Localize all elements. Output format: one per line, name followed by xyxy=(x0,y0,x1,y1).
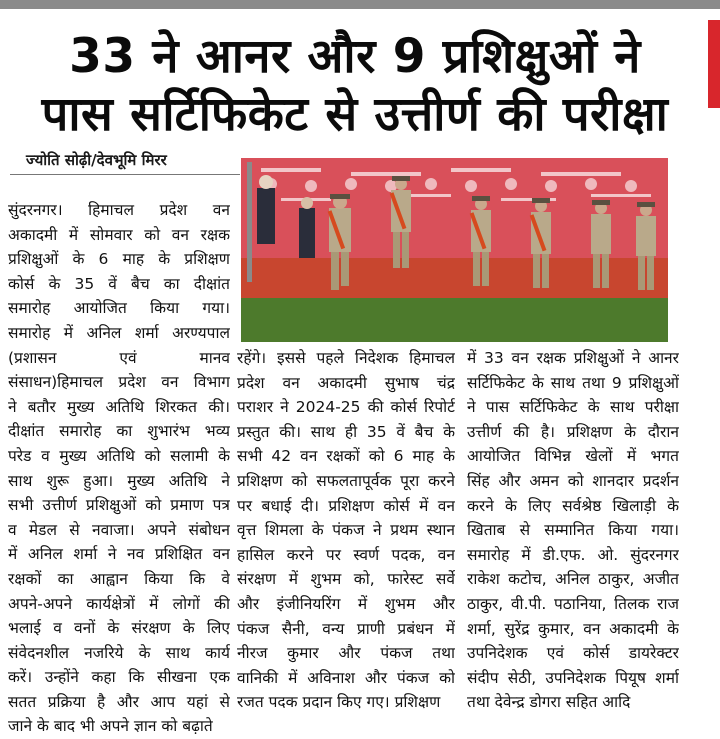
article-line: ठाकुर, वी.पी. पठानिया, तिलक राज xyxy=(467,594,679,613)
parade-photo xyxy=(241,158,668,342)
article-line: साथ शुरू हुआ। मुख्य अतिथि ने xyxy=(8,471,230,490)
article-line: प्रदेश वन अकादमी सुभाष चंद्र xyxy=(237,373,455,392)
article-column-2 xyxy=(237,346,455,715)
article-line: संदीप सेठी, उपनिदेशक पियूष शर्मा xyxy=(467,668,679,687)
article-column-1 xyxy=(8,198,230,739)
article-line: सभी 42 वन रक्षकों को 6 माह के xyxy=(237,447,455,466)
article-line: अपने-अपने कार्यक्षेत्रों में लोगों की xyxy=(8,594,230,613)
headline-line-2: पास सर्टिफिकेट से उत्तीर्ण की परीक्षा xyxy=(41,87,669,142)
headline-line-1: 33 ने आनर और 9 प्रशिक्षुओं ने xyxy=(69,29,641,84)
article-line: संवेदनशील नजरिये के साथ कार्य xyxy=(8,643,230,662)
article-line: संरक्षण में शुभम को, फारेस्ट सर्वे xyxy=(237,570,455,589)
top-border xyxy=(0,0,720,9)
article-line: में 33 वन रक्षक प्रशिक्षुओं ने आनर xyxy=(467,349,679,367)
article-line: वृत्त शिमला के पंकज ने प्रथम स्थान xyxy=(237,521,455,540)
article-line: परेड व मुख्य अतिथि को सलामी के xyxy=(8,446,230,465)
article-line: और इंजीनियरिंग में शुभम और xyxy=(237,594,455,613)
article-line: शर्मा, सुरेंद्र कुमार, वन अकादमी के xyxy=(467,619,679,638)
article-line: समारोह में अनिल शर्मा अरण्यपाल xyxy=(8,323,230,342)
article-line: सर्टिफिकेट के साथ तथा 9 प्रशिक्षुओं xyxy=(467,373,679,392)
byline-rule xyxy=(10,174,240,175)
article-line: पंकज सैनी, वन्य प्राणी प्रबंधन में xyxy=(237,619,455,638)
article-line: संसाधन)हिमाचल प्रदेश वन विभाग xyxy=(8,373,230,392)
article-line: भलाई व वनों के संरक्षण के लिए xyxy=(8,619,230,638)
article-line: रक्षकों का आह्वान किया कि वे xyxy=(8,569,230,588)
article-line: प्रस्तुत की। साथ ही 35 वें बैच के xyxy=(237,422,455,441)
article-line: ने बतौर मुख्य अतिथि शिरकत की। xyxy=(8,397,230,416)
article-line: सिंह और अमन को शानदार प्रदर्शन xyxy=(467,471,679,490)
article-line: सभी उत्तीर्ण प्रशिक्षुओं को प्रमाण पत्र xyxy=(8,496,230,515)
article-line: राकेश कटोच, अनिल ठाकुर, अजीत xyxy=(467,570,679,589)
article-line: वानिकी में अविनाश और पंकज को xyxy=(237,668,455,687)
article-line: समारोह में डी.एफ. ओ. सुंदरनगर xyxy=(467,545,679,564)
article-line: समारोह आयोजित किया गया। xyxy=(8,299,230,318)
article-line: जाने के बाद भी अपने ज्ञान को बढ़ाते xyxy=(8,717,213,736)
article-column-3 xyxy=(467,346,679,715)
article-line: हासिल करने पर स्वर्ण पदक, वन xyxy=(237,545,455,564)
article-line: प्रशिक्षण को सफलतापूर्वक पूरा करने xyxy=(237,471,455,490)
parade-photo-illustration xyxy=(241,158,668,342)
article-line: उपनिदेशक एवं कोर्स डायरेक्टर xyxy=(467,644,679,663)
article-line: (प्रशासन एवं मानव xyxy=(8,348,230,367)
article-line: उत्तीर्ण की है। प्रशिक्षण के दौरान xyxy=(467,422,679,441)
article-line: सतत प्रक्रिया है और आप यहां से xyxy=(8,692,230,711)
article-line: खिताब से सम्मानित किया गया। xyxy=(467,521,679,540)
article-line: में अनिल शर्मा ने नव प्रशिक्षित वन xyxy=(8,545,230,564)
article-line: पर बधाई दी। प्रशिक्षण कोर्स में वन xyxy=(237,496,455,515)
article-line: नीरज कुमार और पंकज तथा xyxy=(237,644,455,663)
article-line: करें। उन्होंने कहा कि सीखना एक xyxy=(8,668,230,687)
article-line: व मेडल से नवाजा। अपने संबोधन xyxy=(8,520,230,539)
article-line: पराशर ने 2024-25 की कोर्स रिपोर्ट xyxy=(237,398,455,417)
article-line: प्रशिक्षुओं के 6 माह के प्रशिक्षण xyxy=(8,250,230,269)
article-line: अकादमी में सोमवार को वन रक्षक xyxy=(8,225,230,244)
article-line: रजत पदक प्रदान किए गए। प्रशिक्षण xyxy=(237,693,441,712)
article-line: कोर्स के 35 वें बैच का दीक्षांत xyxy=(8,274,230,293)
article-line: करने के लिए सर्वश्रेष्ठ खिलाड़ी के xyxy=(467,496,679,515)
article-line: आयोजित विभिन्न खेलों में भगत xyxy=(467,447,679,466)
article-line: सुंदरनगर। हिमाचल प्रदेश वन xyxy=(8,201,230,219)
article-line: दीक्षांत समारोह का शुभारंभ भव्य xyxy=(8,422,230,441)
article-line: ने पास सर्टिफिकेट के साथ परीक्षा xyxy=(467,398,679,417)
article-line: रहेंगे। इससे पहले निदेशक हिमाचल xyxy=(237,349,455,367)
byline: ज्योति सोढ़ी/देवभूमि मिरर xyxy=(26,151,167,169)
article-line: तथा देवेन्द्र डोगरा सहित आदि xyxy=(467,693,631,712)
